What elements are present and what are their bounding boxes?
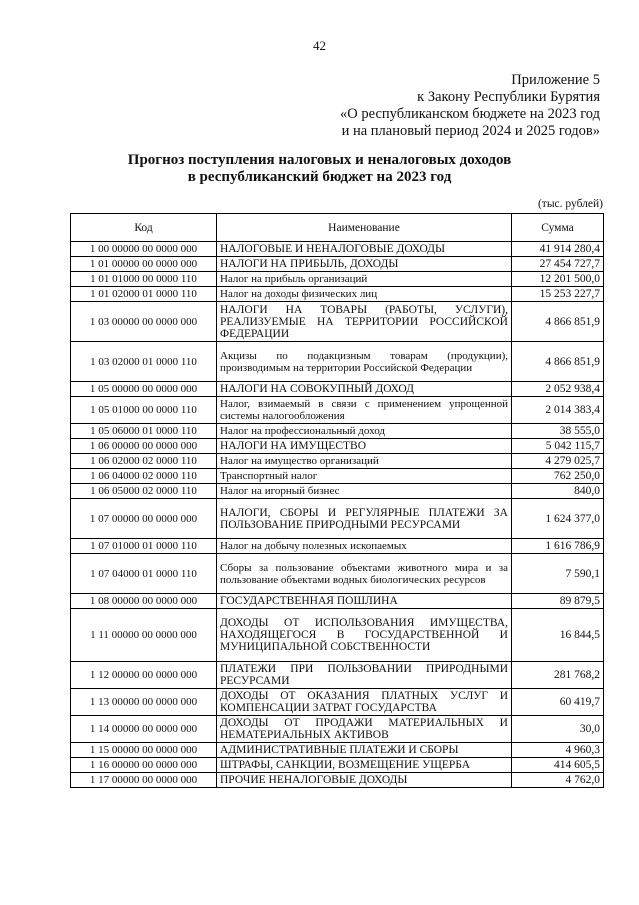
sum-cell: 41 914 280,4 [512, 242, 604, 257]
code-cell: 1 07 01000 01 0000 110 [71, 539, 217, 554]
name-cell: ДОХОДЫ ОТ ОКАЗАНИЯ ПЛАТНЫХ УСЛУГ И КОМПЕНСАЦИИ ЗАТРАТ ГОСУДАРСТВА [217, 689, 512, 716]
code-cell: 1 11 00000 00 0000 000 [71, 609, 217, 662]
table-row [71, 454, 604, 469]
name-cell: Сборы за пользование объектами животного мира и за пользование объектами водных биологических ресурсов [217, 554, 512, 594]
name-cell: НАЛОГОВЫЕ И НЕНАЛОГОВЫЕ ДОХОДЫ [217, 242, 512, 257]
code-cell: 1 16 00000 00 0000 000 [71, 758, 217, 773]
table-row [71, 689, 604, 716]
header-code: Код [71, 214, 217, 242]
sum-cell: 89 879,5 [512, 594, 604, 609]
sum-cell: 38 555,0 [512, 424, 604, 439]
code-cell: 1 14 00000 00 0000 000 [71, 716, 217, 743]
name-cell: НАЛОГИ НА СОВОКУПНЫЙ ДОХОД [217, 382, 512, 397]
code-cell: 1 12 00000 00 0000 000 [71, 662, 217, 689]
sum-cell: 27 454 727,7 [512, 257, 604, 272]
name-cell: Транспортный налог [217, 469, 512, 484]
sum-cell: 4 762,0 [512, 773, 604, 788]
sum-cell: 4 866 851,9 [512, 302, 604, 342]
table-row [71, 554, 604, 594]
table-row [71, 397, 604, 424]
code-cell: 1 03 02000 01 0000 110 [71, 342, 217, 382]
annex-line: Приложение 5 [511, 72, 600, 88]
table-row [71, 302, 604, 342]
annex-header [340, 72, 600, 140]
name-cell: НАЛОГИ НА ПРИБЫЛЬ, ДОХОДЫ [217, 257, 512, 272]
header-sum: Сумма [512, 214, 604, 242]
table-header-row [71, 214, 604, 242]
name-cell: Налог на добычу полезных ископаемых [217, 539, 512, 554]
name-cell: Налог на профессиональный доход [217, 424, 512, 439]
sum-cell: 60 419,7 [512, 689, 604, 716]
table-row [71, 424, 604, 439]
sum-cell: 12 201 500,0 [512, 272, 604, 287]
table-row [71, 743, 604, 758]
name-cell: Акцизы по подакцизным товарам (продукции), производимым на территории Российской Федерации [217, 342, 512, 382]
code-cell: 1 07 00000 00 0000 000 [71, 499, 217, 539]
name-cell: ДОХОДЫ ОТ ПРОДАЖИ МАТЕРИАЛЬНЫХ И НЕМАТЕРИАЛЬНЫХ АКТИВОВ [217, 716, 512, 743]
sum-cell: 5 042 115,7 [512, 439, 604, 454]
sum-cell: 16 844,5 [512, 609, 604, 662]
code-cell: 1 15 00000 00 0000 000 [71, 743, 217, 758]
code-cell: 1 01 02000 01 0000 110 [71, 287, 217, 302]
table-body [71, 242, 604, 788]
header-name: Наименование [217, 214, 512, 242]
code-cell: 1 00 00000 00 0000 000 [71, 242, 217, 257]
annex-line: к Закону Республики Бурятия [417, 89, 600, 105]
name-cell: Налог на прибыль организаций [217, 272, 512, 287]
code-cell: 1 05 00000 00 0000 000 [71, 382, 217, 397]
sum-cell: 7 590,1 [512, 554, 604, 594]
document-title [0, 152, 639, 186]
code-cell: 1 13 00000 00 0000 000 [71, 689, 217, 716]
name-cell: Налог на имущество организаций [217, 454, 512, 469]
sum-cell: 840,0 [512, 484, 604, 499]
name-cell: НАЛОГИ НА ИМУЩЕСТВО [217, 439, 512, 454]
table-row [71, 773, 604, 788]
name-cell: ДОХОДЫ ОТ ИСПОЛЬЗОВАНИЯ ИМУЩЕСТВА, НАХОДЯЩЕГОСЯ В ГОСУДАРСТВЕННОЙ И МУНИЦИПАЛЬНОЙ СОБСТВЕННОСТИ [217, 609, 512, 662]
revenue-table [70, 213, 604, 788]
table-row [71, 469, 604, 484]
code-cell: 1 01 00000 00 0000 000 [71, 257, 217, 272]
title-line: Прогноз поступления налоговых и неналоговых доходов [127, 152, 512, 168]
table-row [71, 758, 604, 773]
table-row [71, 382, 604, 397]
code-cell: 1 06 05000 02 0000 110 [71, 484, 217, 499]
units-label: (тыс. рублей) [537, 198, 603, 210]
name-cell: ГОСУДАРСТВЕННАЯ ПОШЛИНА [217, 594, 512, 609]
table-row [71, 484, 604, 499]
name-cell: ПЛАТЕЖИ ПРИ ПОЛЬЗОВАНИИ ПРИРОДНЫМИ РЕСУРСАМИ [217, 662, 512, 689]
name-cell: Налог на игорный бизнес [217, 484, 512, 499]
sum-cell: 414 605,5 [512, 758, 604, 773]
table-row [71, 594, 604, 609]
name-cell: Налог, взимаемый в связи с применением упрощенной системы налогообложения [217, 397, 512, 424]
sum-cell: 1 616 786,9 [512, 539, 604, 554]
table-row [71, 242, 604, 257]
table-row [71, 439, 604, 454]
code-cell: 1 06 04000 02 0000 110 [71, 469, 217, 484]
sum-cell: 1 624 377,0 [512, 499, 604, 539]
code-cell: 1 17 00000 00 0000 000 [71, 773, 217, 788]
name-cell: Налог на доходы физических лиц [217, 287, 512, 302]
code-cell: 1 06 00000 00 0000 000 [71, 439, 217, 454]
name-cell: АДМИНИСТРАТИВНЫЕ ПЛАТЕЖИ И СБОРЫ [217, 743, 512, 758]
table-row [71, 539, 604, 554]
code-cell: 1 05 06000 01 0000 110 [71, 424, 217, 439]
table-row [71, 342, 604, 382]
sum-cell: 4 960,3 [512, 743, 604, 758]
sum-cell: 281 768,2 [512, 662, 604, 689]
page-number: 42 [313, 38, 326, 53]
code-cell: 1 03 00000 00 0000 000 [71, 302, 217, 342]
annex-line: и на плановый период 2024 и 2025 годов» [341, 123, 600, 139]
name-cell: ШТРАФЫ, САНКЦИИ, ВОЗМЕЩЕНИЕ УЩЕРБА [217, 758, 512, 773]
sum-cell: 762 250,0 [512, 469, 604, 484]
table-row [71, 716, 604, 743]
code-cell: 1 06 02000 02 0000 110 [71, 454, 217, 469]
code-cell: 1 08 00000 00 0000 000 [71, 594, 217, 609]
title-line: в республиканский бюджет на 2023 год [187, 169, 452, 185]
table-row [71, 272, 604, 287]
table-row [71, 662, 604, 689]
code-cell: 1 01 01000 00 0000 110 [71, 272, 217, 287]
sum-cell: 2 014 383,4 [512, 397, 604, 424]
sum-cell: 4 866 851,9 [512, 342, 604, 382]
code-cell: 1 05 01000 00 0000 110 [71, 397, 217, 424]
annex-line: «О республиканском бюджете на 2023 год [340, 106, 600, 122]
table-row [71, 287, 604, 302]
table-row [71, 609, 604, 662]
name-cell: ПРОЧИЕ НЕНАЛОГОВЫЕ ДОХОДЫ [217, 773, 512, 788]
code-cell: 1 07 04000 01 0000 110 [71, 554, 217, 594]
table-row [71, 499, 604, 539]
table-row [71, 257, 604, 272]
sum-cell: 4 279 025,7 [512, 454, 604, 469]
sum-cell: 15 253 227,7 [512, 287, 604, 302]
sum-cell: 30,0 [512, 716, 604, 743]
name-cell: НАЛОГИ НА ТОВАРЫ (РАБОТЫ, УСЛУГИ), РЕАЛИЗУЕМЫЕ НА ТЕРРИТОРИИ РОССИЙСКОЙ ФЕДЕРАЦИИ [217, 302, 512, 342]
sum-cell: 2 052 938,4 [512, 382, 604, 397]
name-cell: НАЛОГИ, СБОРЫ И РЕГУЛЯРНЫЕ ПЛАТЕЖИ ЗА ПОЛЬЗОВАНИЕ ПРИРОДНЫМИ РЕСУРСАМИ [217, 499, 512, 539]
